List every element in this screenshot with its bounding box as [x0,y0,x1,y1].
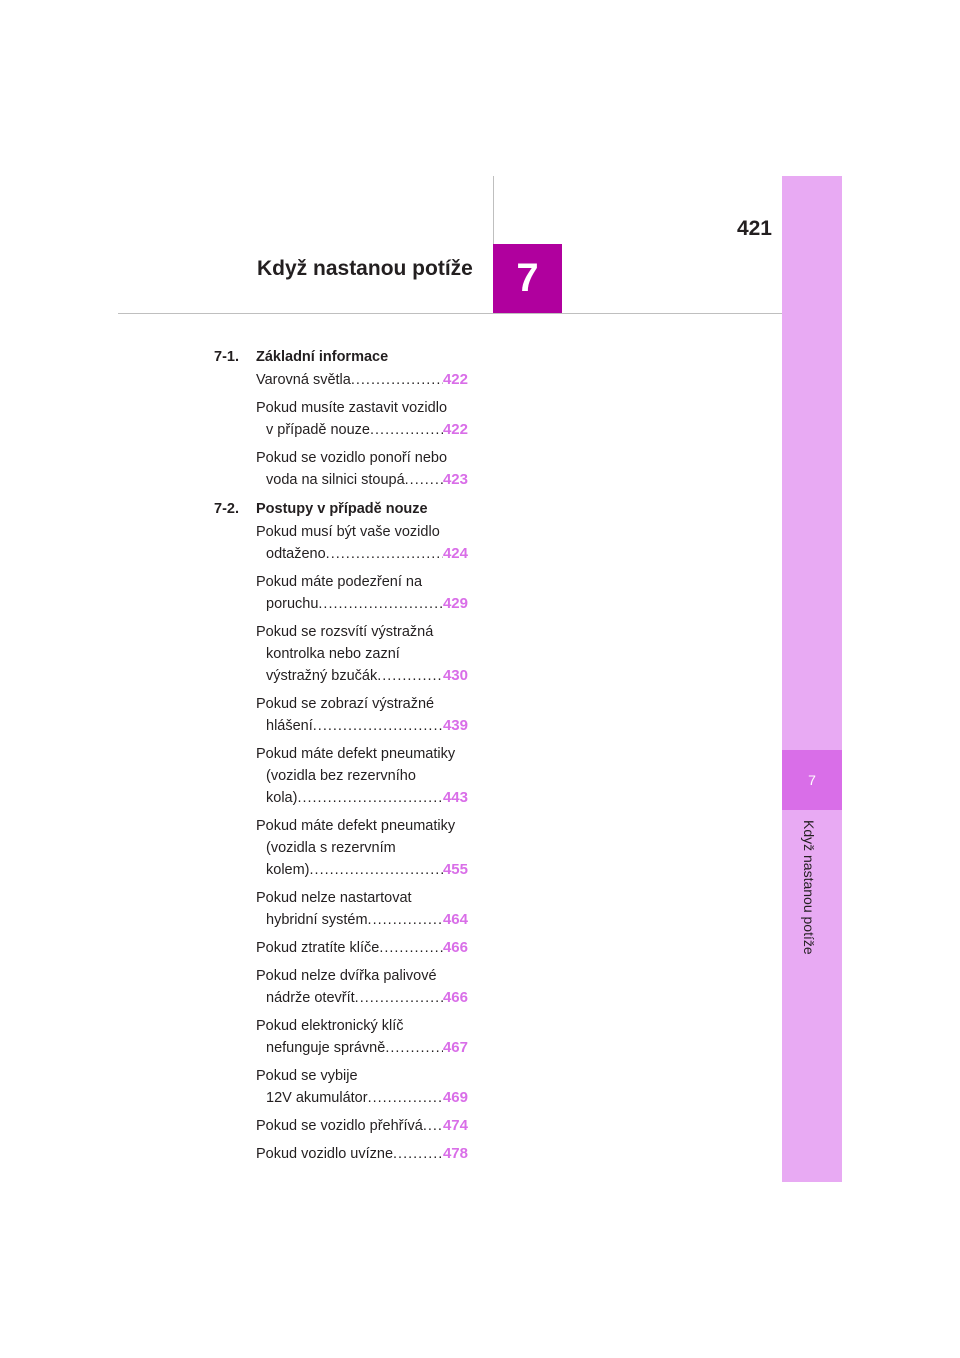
toc-entry-text: v případě nouze [266,422,370,438]
toc-entry-text: hlášení [266,718,313,734]
side-tab [782,176,842,1182]
toc-entry[interactable] [256,1065,468,1109]
toc-page-link[interactable]: 430 [442,667,468,684]
side-tab-title: Když nastanou potíže [801,820,817,955]
toc-page-link[interactable]: 429 [442,595,468,612]
dot-leader [370,419,443,441]
toc-entry-text: (vozidla bez rezervního [266,768,416,784]
toc-entry-text: kola) [266,790,298,806]
toc-page-link[interactable]: 466 [442,939,468,956]
toc-entry-text: kontrolka nebo zazní [266,646,400,662]
toc-entry[interactable] [256,965,468,1009]
toc-entry[interactable] [256,887,468,931]
dot-leader [393,1143,443,1165]
toc-entry[interactable] [256,369,468,391]
toc-entry[interactable] [256,937,468,959]
toc-entry-text: Pokud se vozidlo přehřívá [256,1118,423,1134]
dot-leader [351,369,443,391]
dot-leader [297,787,443,809]
toc-entry-text: nefunguje správně [266,1040,386,1056]
toc-entry-text: nádrže otevřít [266,990,355,1006]
chapter-title: Když nastanou potíže [257,257,473,280]
toc-page-link[interactable]: 464 [442,911,468,928]
toc-entry[interactable] [256,397,468,441]
toc-page-link[interactable]: 466 [442,989,468,1006]
dot-leader [377,665,443,687]
toc-page-link[interactable]: 474 [442,1117,468,1134]
page-number: 421 [736,217,772,240]
toc-entry-text: Pokud se zobrazí výstražné [256,696,435,712]
toc-entry-text: voda na silnici stoupá [266,472,405,488]
toc-entry[interactable] [256,1115,468,1137]
toc-entry-text: Pokud máte podezření na [256,574,423,590]
toc-entry-text: Varovná světla [256,372,351,388]
toc-entry-text: Pokud musí být vaše vozidlo [256,524,440,540]
toc-entry[interactable] [256,447,468,491]
header-divider-vertical [493,176,494,244]
dot-leader [405,469,443,491]
toc-entry-text: odtaženo [266,546,326,562]
toc-section [214,497,474,1165]
dot-leader [318,593,443,615]
toc-page-link[interactable]: 439 [442,717,468,734]
toc-entry[interactable] [256,621,468,687]
toc-entry-text: Pokud se vozidlo ponoří nebo [256,450,448,466]
toc-entry-text: Pokud nelze dvířka palivové [256,968,437,984]
toc-entry-text: 12V akumulátor [266,1090,368,1106]
toc-entry-text: výstražný bzučák [266,668,378,684]
dot-leader [355,987,443,1009]
toc-page-link[interactable]: 423 [442,471,468,488]
toc-entry[interactable] [256,815,468,881]
toc-entry-text: poruchu [266,596,319,612]
toc-entry-text: kolem) [266,862,310,878]
dot-leader [423,1115,443,1137]
dot-leader [313,715,443,737]
toc-section-number: 7-2. [214,500,239,517]
toc-entry-text: Pokud máte defekt pneumatiky [256,818,456,834]
toc-section-number: 7-1. [214,348,239,365]
toc-section-title: Postupy v případě nouze [256,500,428,517]
dot-leader [326,543,443,565]
toc-entry[interactable] [256,1143,468,1165]
header-divider-horizontal [118,313,782,314]
dot-leader [379,937,443,959]
toc-entry[interactable] [256,693,468,737]
toc-page-link[interactable]: 467 [442,1039,468,1056]
toc-entry[interactable] [256,743,468,809]
toc-entry[interactable] [256,571,468,615]
toc-entry-text: Pokud elektronický klíč [256,1018,404,1034]
toc-page-link[interactable]: 443 [442,789,468,806]
toc-page-link[interactable]: 469 [442,1089,468,1106]
toc-entry-text: Pokud se vybije [256,1068,358,1084]
toc-entry-text: Pokud vozidlo uvízne [256,1146,394,1162]
toc-entry-text: Pokud máte defekt pneumatiky [256,746,456,762]
toc-page-link[interactable]: 424 [442,545,468,562]
toc-entry-text: Pokud nelze nastartovat [256,890,412,906]
toc-section-heading [214,497,474,520]
toc-page-link[interactable]: 455 [442,861,468,878]
toc-entry-text: Pokud ztratíte klíče [256,940,380,956]
toc-entry-text: Pokud se rozsvítí výstražná [256,624,434,640]
toc-entry-text: hybridní systém [266,912,368,928]
toc-section-heading [214,345,474,368]
chapter-number-box: 7 [493,244,562,313]
toc-section-title: Základní informace [256,348,389,365]
dot-leader [385,1037,443,1059]
dot-leader [368,1087,443,1109]
toc-page-link[interactable]: 422 [442,371,468,388]
toc-entry[interactable] [256,1015,468,1059]
toc-entry[interactable] [256,521,468,565]
toc-section [214,345,474,491]
toc-page-link[interactable]: 478 [442,1145,468,1162]
toc-entry-text: (vozidla s rezervním [266,840,396,856]
toc-page-link[interactable]: 422 [442,421,468,438]
dot-leader [310,859,443,881]
side-tab-number[interactable]: 7 [782,750,842,810]
dot-leader [368,909,443,931]
table-of-contents [214,345,474,1171]
toc-entry-text: Pokud musíte zastavit vozidlo [256,400,448,416]
